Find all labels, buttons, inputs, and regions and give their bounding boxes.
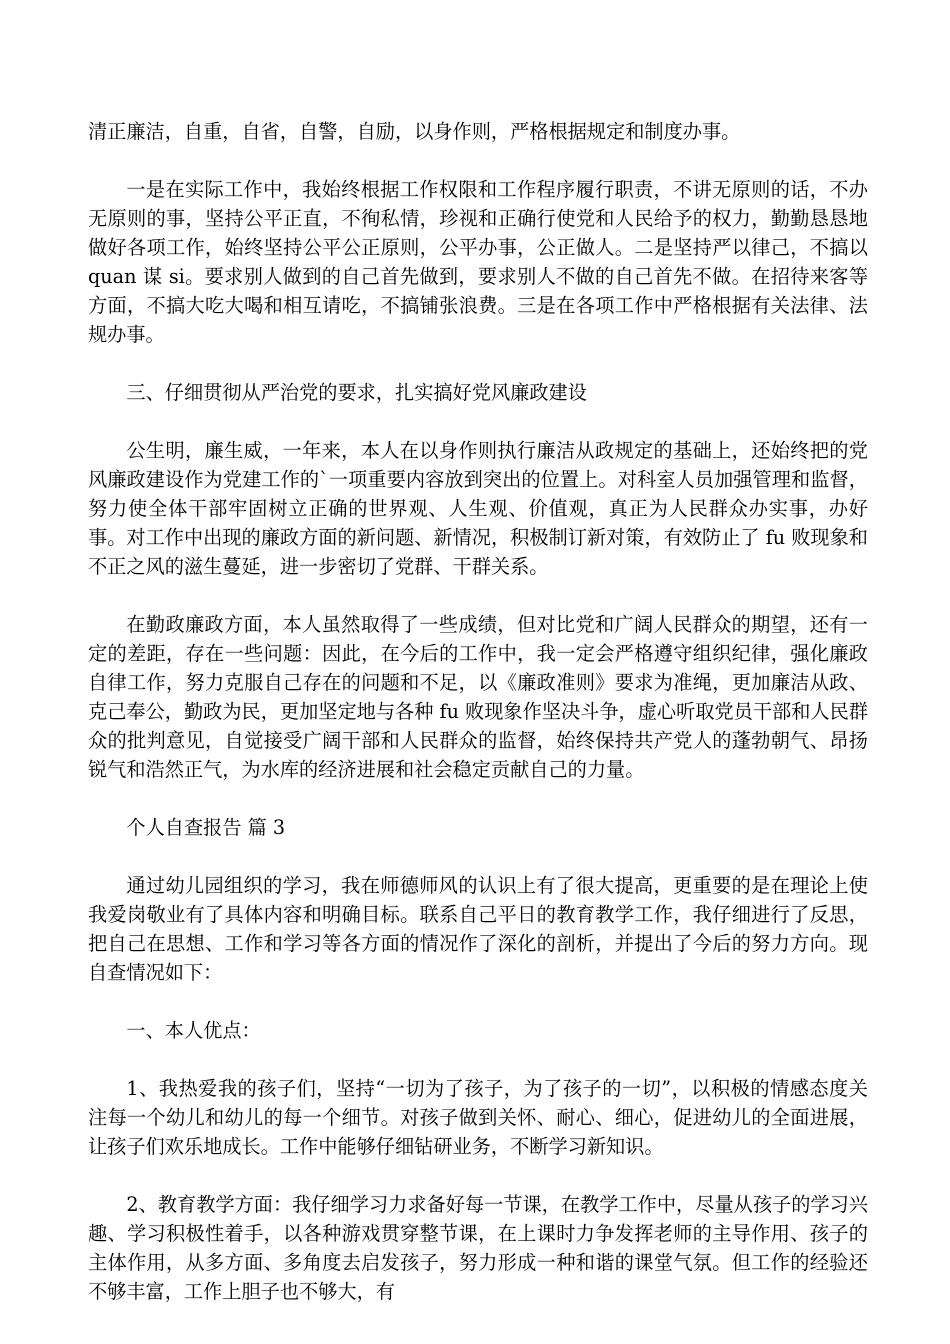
paragraph-7: 通过幼儿园组织的学习，我在师德师风的认识上有了很大提高，更重要的是在理论上使我爱岗敬业有了具体内容和明确目标。联系自己平日的教育教学工作，我仔细进行了反思，把自己在思想、工作和学习等各方面的情况作了深化的剖析，并提出了今后的努力方向。现自查情况如下： — [88, 874, 868, 984]
report-heading-part-3: 个人自查报告 篇 3 — [126, 816, 286, 839]
paragraph-1: 清正廉洁，自重，自省，自警，自励，以身作则，严格根据规定和制度办事。 — [88, 120, 741, 143]
paragraph-9: 1、我热爱我的孩子们，坚持“一切为了孩子，为了孩子的一切”，以积极的情感态度关注每一个幼儿和幼儿的每一个细节。对孩子做到关怀、耐心、细心，促进幼儿的全面进展，让孩子们欢乐地成长。工作中能够仔细钻研业务，不断学习新知识。 — [88, 1077, 868, 1158]
section-heading-strengths: 一、本人优点： — [126, 1019, 261, 1042]
paragraph-2: 一是在实际工作中，我始终根据工作权限和工作程序履行职责，不讲无原则的话，不办无原则的事，坚持公平正直，不徇私情，珍视和正确行使党和人民给予的权力，勤勤恳恳地做好各项工作，始终坚持公平公正原则，公平办事，公正做人。二是坚持严以律己，不搞以 quan 谋 si。要求别人做到的自己首先做到，要求别人不做的自己首先不做。在招待来客等方面，不搞大吃大喝和相互请吃，不搞铺张浪费。三是在各项工作中严格根据有关法律、法规办事。 — [88, 178, 868, 346]
document-page — [88, 117, 868, 1335]
paragraph-10: 2、教育教学方面：我仔细学习力求备好每一节课，在教学工作中，尽量从孩子的学习兴趣、学习积极性着手，以各种游戏贯穿整节课，在上课时力争发挥老师的主导作用、孩子的主体作用，从多方面、多角度去启发孩子，努力形成一种和谐的课堂气氛。但工作的经验还不够丰富，工作上胆子也不够大，有 — [88, 1193, 868, 1303]
paragraph-5: 在勤政廉政方面，本人虽然取得了一些成绩，但对比党和广阔人民群众的期望，还有一定的差距，存在一些问题：因此，在今后的工作中，我一定会严格遵守组织纪律，强化廉政自律工作，努力克服自己存在的问题和不足，以《廉政准则》要求为准绳，更加廉洁从政、克己奉公，勤政为民，更加坚定地与各种 fu 败现象作坚决斗争，虚心听取党员干部和人民群众的批判意见，自觉接受广阔干部和人民群众的监督，始终保持共产党人的蓬勃朝气、昂扬锐气和浩然正气，为水库的经济进展和社会稳定贡献自己的力量。 — [88, 613, 868, 781]
paragraph-4: 公生明，廉生威，一年来，本人在以身作则执行廉洁从政规定的基础上，还始终把的党风廉政建设作为党建工作的`一项重要内容放到突出的位置上。对科室人员加强管理和监督，努力使全体干部牢固树立正确的世界观、人生观、价值观，真正为人民群众办实事，办好事。对工作中出现的廉政方面的新问题、新情况，积极制订新对策，有效防止了 fu 败现象和不正之风的滋生蔓延，进一步密切了党群、干群关系。 — [88, 439, 868, 578]
section-heading-3: 三、仔细贯彻从严治党的要求，扎实搞好党风廉政建设 — [126, 381, 587, 404]
